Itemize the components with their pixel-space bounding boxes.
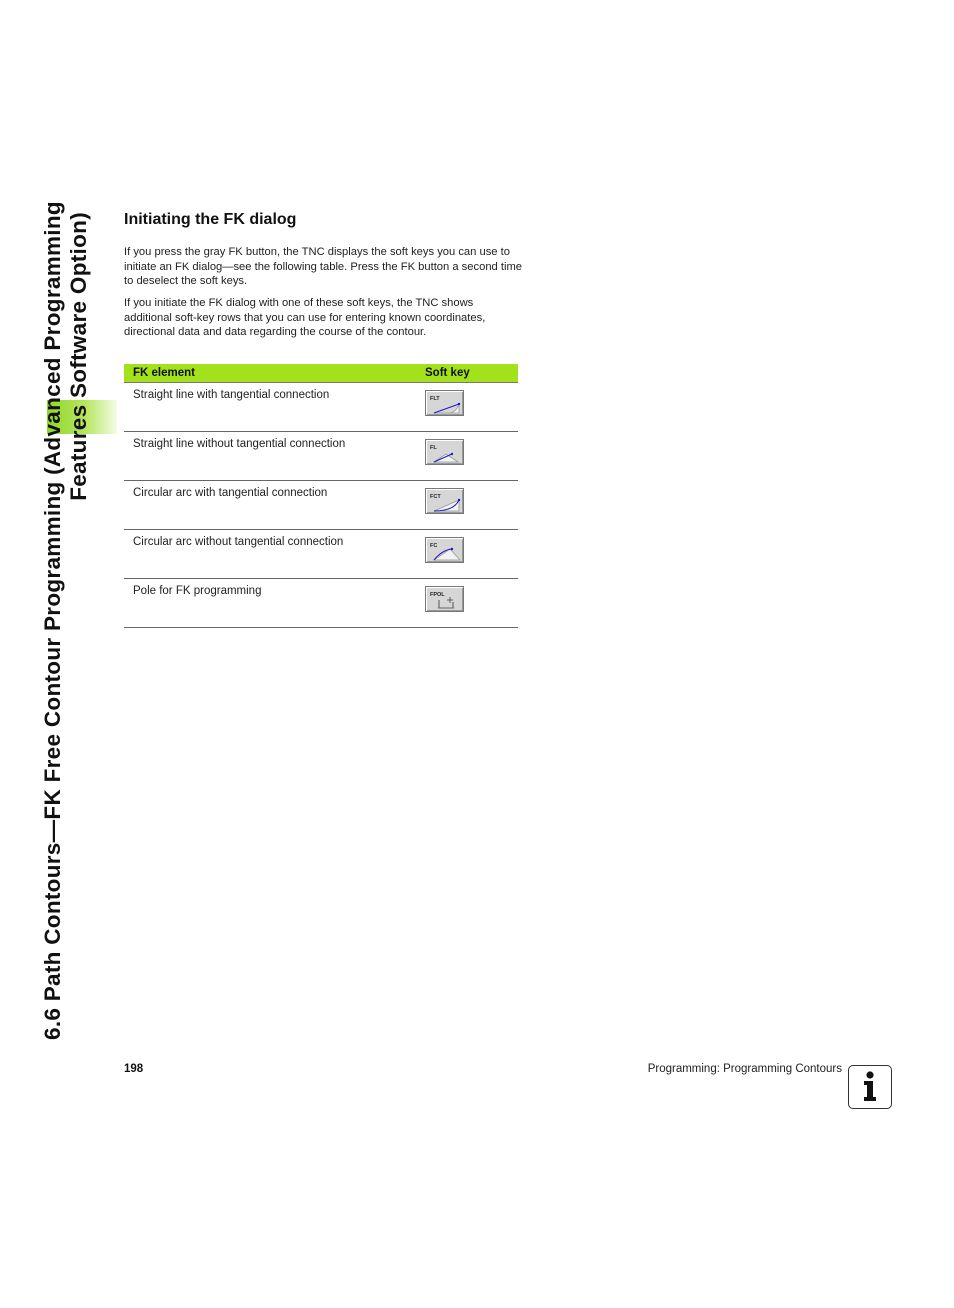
softkey-fl-button[interactable] <box>425 439 464 465</box>
softkey-label: FLT <box>430 396 440 402</box>
table-row <box>124 432 518 481</box>
softkey-fct-button[interactable] <box>425 488 464 514</box>
table-row <box>124 383 518 432</box>
line-icon <box>426 440 465 466</box>
fk-element-cell: Straight line without tangential connection <box>124 432 425 481</box>
softkey-fc-button[interactable] <box>425 537 464 563</box>
chapter-title-line-2: Features Software Option) <box>66 212 91 501</box>
page-number: 198 <box>124 1063 144 1075</box>
arc-tangent-icon <box>426 489 465 515</box>
table-row <box>124 530 518 579</box>
softkey-label: FL <box>430 445 437 451</box>
line-tangent-icon <box>426 391 465 417</box>
softkey-label: FCT <box>430 494 441 500</box>
softkey-fpol-button[interactable] <box>425 586 464 612</box>
softkey-label: FPOL <box>430 592 445 598</box>
softkey-flt-button[interactable] <box>425 390 464 416</box>
info-icon <box>848 1065 892 1109</box>
column-header-soft-key: Soft key <box>425 364 518 383</box>
column-header-fk-element: FK element <box>124 364 425 383</box>
fk-element-cell: Circular arc without tangential connection <box>124 530 425 579</box>
table-header-row <box>124 364 518 383</box>
fk-element-cell: Circular arc with tangential connection <box>124 481 425 530</box>
section-heading: Initiating the FK dialog <box>124 211 297 228</box>
fk-element-cell: Pole for FK programming <box>124 579 425 628</box>
table-row <box>124 481 518 530</box>
table-row <box>124 579 518 628</box>
fk-element-cell: Straight line with tangential connection <box>124 383 425 432</box>
intro-paragraph: If you press the gray FK button, the TNC displays the soft keys you can use to initiate an FK dialog—see the following table. Press the FK button a second time to deselect the soft keys. <box>124 246 523 287</box>
footer-chapter-title: Programming: Programming Contours <box>647 1063 842 1075</box>
softkey-label: FC <box>430 543 438 549</box>
chapter-title-line-1: 6.6 Path Contours—FK Free Contour Programming (Advanced Programming <box>40 201 65 1040</box>
chapter-title <box>40 201 132 1040</box>
pole-icon <box>426 587 465 613</box>
arc-icon <box>426 538 465 564</box>
fk-element-table <box>124 364 518 628</box>
softkey-rows-paragraph: If you initiate the FK dialog with one of these soft keys, the TNC shows additional soft-key rows that you can use for entering known coordinates, directional data and data regarding the course of the contour. <box>124 297 486 338</box>
